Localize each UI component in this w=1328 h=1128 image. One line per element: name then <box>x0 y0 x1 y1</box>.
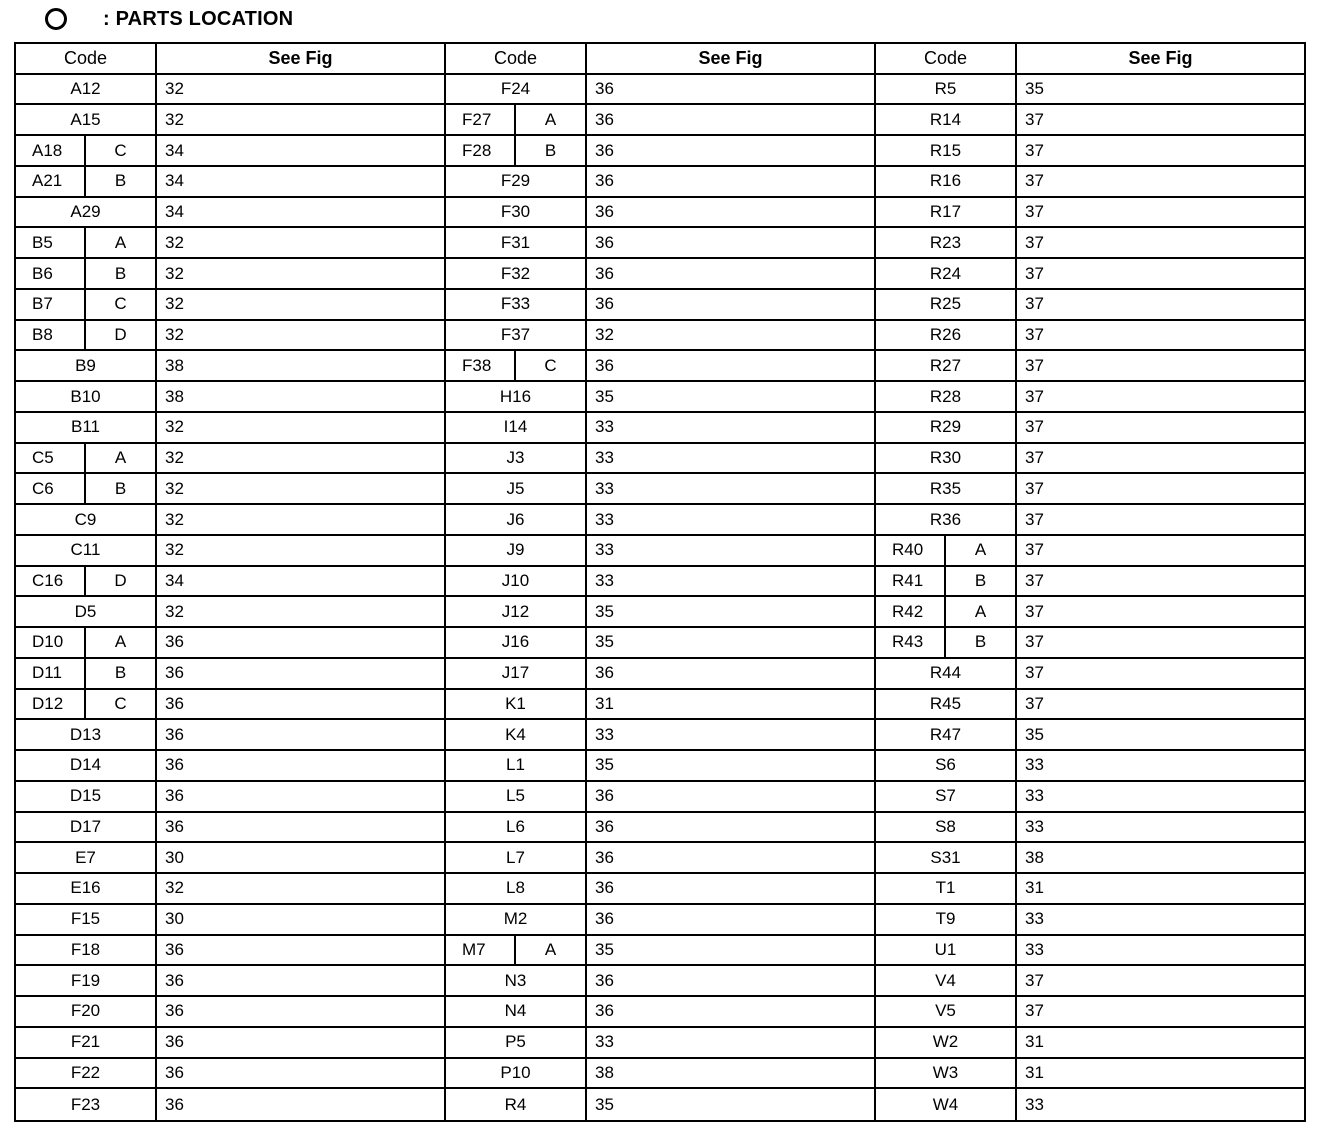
part-code: K4 <box>446 720 587 751</box>
part-variant: B <box>974 570 987 590</box>
see-fig-value: 36 <box>587 167 876 198</box>
see-fig-value: 37 <box>1017 198 1304 229</box>
part-code-cell <box>16 690 157 721</box>
part-variant: A <box>974 540 987 560</box>
part-code: R25 <box>876 290 1017 321</box>
see-fig-value: 37 <box>1017 351 1304 382</box>
see-fig-value: 37 <box>1017 382 1304 413</box>
part-code: F38 <box>446 351 516 380</box>
see-fig-value: 35 <box>587 751 876 782</box>
part-code: F18 <box>16 936 157 967</box>
part-code-cell <box>446 351 587 382</box>
part-code-cell <box>16 321 157 352</box>
see-fig-value: 36 <box>157 997 446 1028</box>
part-code: C16 <box>16 567 86 596</box>
part-code: W3 <box>876 1059 1017 1090</box>
parts-location-table <box>14 42 1306 1122</box>
part-code: R41 <box>876 567 946 596</box>
part-code: B7 <box>16 290 86 319</box>
part-variant: A <box>544 109 557 129</box>
part-code: F21 <box>16 1028 157 1059</box>
see-fig-value: 36 <box>587 905 876 936</box>
part-code: I14 <box>446 413 587 444</box>
part-code: V4 <box>876 966 1017 997</box>
see-fig-header: See Fig <box>1017 44 1304 75</box>
part-code: F31 <box>446 228 587 259</box>
see-fig-value: 37 <box>1017 628 1304 659</box>
see-fig-value: 36 <box>587 198 876 229</box>
part-variant: D <box>114 325 127 345</box>
see-fig-value: 33 <box>587 413 876 444</box>
part-code: C5 <box>16 444 86 473</box>
part-code: D14 <box>16 751 157 782</box>
part-variant: B <box>114 171 127 191</box>
see-fig-value: 37 <box>1017 536 1304 567</box>
see-fig-value: 36 <box>157 1028 446 1059</box>
part-code: R17 <box>876 198 1017 229</box>
see-fig-value: 36 <box>587 966 876 997</box>
part-variant: C <box>114 693 127 713</box>
part-code: R43 <box>876 628 946 657</box>
part-code: D5 <box>16 597 157 628</box>
part-code-cell <box>16 290 157 321</box>
see-fig-value: 33 <box>587 474 876 505</box>
part-code: F19 <box>16 966 157 997</box>
part-code: F28 <box>446 136 516 165</box>
see-fig-value: 37 <box>1017 474 1304 505</box>
part-code-cell <box>16 567 157 598</box>
see-fig-value: 37 <box>1017 228 1304 259</box>
part-code: F23 <box>16 1089 157 1120</box>
see-fig-value: 35 <box>587 1089 876 1120</box>
part-code: J17 <box>446 659 587 690</box>
see-fig-value: 36 <box>157 936 446 967</box>
see-fig-value: 38 <box>1017 843 1304 874</box>
see-fig-value: 33 <box>1017 751 1304 782</box>
circle-icon <box>45 8 67 30</box>
see-fig-value: 36 <box>157 751 446 782</box>
see-fig-value: 35 <box>1017 720 1304 751</box>
part-code-cell <box>876 628 1017 659</box>
part-variant: A <box>544 939 557 959</box>
part-code: U1 <box>876 936 1017 967</box>
see-fig-value: 38 <box>157 382 446 413</box>
see-fig-value: 37 <box>1017 597 1304 628</box>
part-code: S6 <box>876 751 1017 782</box>
part-code: H16 <box>446 382 587 413</box>
see-fig-value: 34 <box>157 567 446 598</box>
part-code: R45 <box>876 690 1017 721</box>
page-title <box>45 4 293 34</box>
part-code: F30 <box>446 198 587 229</box>
see-fig-value: 32 <box>157 321 446 352</box>
see-fig-value: 32 <box>157 228 446 259</box>
see-fig-value: 36 <box>157 1059 446 1090</box>
part-code: J10 <box>446 567 587 598</box>
part-code: J16 <box>446 628 587 659</box>
see-fig-value: 35 <box>587 628 876 659</box>
part-code: W2 <box>876 1028 1017 1059</box>
part-code: A29 <box>16 198 157 229</box>
see-fig-value: 36 <box>587 136 876 167</box>
see-fig-value: 37 <box>1017 567 1304 598</box>
part-variant: B <box>114 663 127 683</box>
part-variant: B <box>114 263 127 283</box>
part-variant: B <box>974 632 987 652</box>
see-fig-value: 35 <box>587 936 876 967</box>
part-variant: C <box>544 355 557 375</box>
see-fig-value: 33 <box>587 505 876 536</box>
see-fig-value: 37 <box>1017 167 1304 198</box>
part-code: R5 <box>876 75 1017 106</box>
part-code: D10 <box>16 628 86 657</box>
see-fig-value: 37 <box>1017 659 1304 690</box>
part-code-cell <box>16 228 157 259</box>
part-variant: C <box>114 294 127 314</box>
part-code: D11 <box>16 659 86 688</box>
see-fig-value: 30 <box>157 905 446 936</box>
part-code-cell <box>16 136 157 167</box>
part-code: C6 <box>16 474 86 503</box>
part-code: R36 <box>876 505 1017 536</box>
see-fig-value: 30 <box>157 843 446 874</box>
see-fig-value: 36 <box>587 997 876 1028</box>
part-code: R30 <box>876 444 1017 475</box>
part-code: C11 <box>16 536 157 567</box>
code-header: Code <box>446 44 587 75</box>
see-fig-value: 32 <box>157 505 446 536</box>
see-fig-value: 33 <box>1017 905 1304 936</box>
part-code: R14 <box>876 105 1017 136</box>
part-code: E7 <box>16 843 157 874</box>
see-fig-value: 37 <box>1017 136 1304 167</box>
part-code: V5 <box>876 997 1017 1028</box>
see-fig-value: 33 <box>587 720 876 751</box>
part-code: T1 <box>876 874 1017 905</box>
see-fig-value: 33 <box>1017 936 1304 967</box>
part-variant: A <box>974 601 987 621</box>
part-code: R23 <box>876 228 1017 259</box>
see-fig-value: 36 <box>587 259 876 290</box>
part-code: J5 <box>446 474 587 505</box>
part-code: M2 <box>446 905 587 936</box>
see-fig-value: 36 <box>587 874 876 905</box>
part-code: L1 <box>446 751 587 782</box>
see-fig-value: 36 <box>587 75 876 106</box>
part-code: D15 <box>16 782 157 813</box>
title-text: : PARTS LOCATION <box>103 7 294 30</box>
see-fig-value: 37 <box>1017 413 1304 444</box>
see-fig-value: 36 <box>157 813 446 844</box>
part-code: D13 <box>16 720 157 751</box>
part-code: F32 <box>446 259 587 290</box>
part-code: R40 <box>876 536 946 565</box>
part-code: K1 <box>446 690 587 721</box>
see-fig-value: 37 <box>1017 105 1304 136</box>
see-fig-value: 37 <box>1017 259 1304 290</box>
part-code-cell <box>446 105 587 136</box>
part-code: B6 <box>16 259 86 288</box>
see-fig-value: 32 <box>157 474 446 505</box>
part-variant: B <box>544 140 557 160</box>
see-fig-value: 33 <box>1025 1094 1044 1114</box>
see-fig-value: 38 <box>157 351 446 382</box>
see-fig-value: 36 <box>587 105 876 136</box>
see-fig-value: 32 <box>157 536 446 567</box>
part-code-cell <box>16 167 157 198</box>
see-fig-value: 37 <box>1017 444 1304 475</box>
part-code-cell <box>16 474 157 505</box>
part-variant: A <box>114 448 127 468</box>
see-fig-value: 31 <box>1017 1028 1304 1059</box>
see-fig-value: 36 <box>587 351 876 382</box>
part-code: F37 <box>446 321 587 352</box>
part-code: B8 <box>16 321 86 350</box>
part-code: S8 <box>876 813 1017 844</box>
part-variant: D <box>114 570 127 590</box>
part-code: A12 <box>16 75 157 106</box>
see-fig-value: 36 <box>587 782 876 813</box>
part-code-cell <box>16 659 157 690</box>
part-code-cell <box>446 936 587 967</box>
part-code: L7 <box>446 843 587 874</box>
see-fig-value: 37 <box>1017 690 1304 721</box>
part-code: F33 <box>446 290 587 321</box>
see-fig-header: See Fig <box>587 44 876 75</box>
see-fig-value: 32 <box>157 105 446 136</box>
part-code: P5 <box>446 1028 587 1059</box>
part-variant: C <box>114 140 127 160</box>
part-code: R26 <box>876 321 1017 352</box>
part-code: R42 <box>876 597 946 626</box>
see-fig-value: 36 <box>157 659 446 690</box>
see-fig-value: 37 <box>1017 966 1304 997</box>
part-code: F24 <box>446 75 587 106</box>
part-code: N3 <box>446 966 587 997</box>
see-fig-value: 38 <box>587 1059 876 1090</box>
see-fig-value: 33 <box>1017 782 1304 813</box>
part-code: M7 <box>446 936 516 965</box>
part-code-cell <box>16 444 157 475</box>
part-code: B9 <box>16 351 157 382</box>
part-code: B10 <box>16 382 157 413</box>
see-fig-value: 32 <box>587 321 876 352</box>
see-fig-value: 34 <box>157 136 446 167</box>
part-code: F20 <box>16 997 157 1028</box>
part-code: J6 <box>446 505 587 536</box>
see-fig-value: 36 <box>587 843 876 874</box>
part-code: F15 <box>16 905 157 936</box>
part-code: L8 <box>446 874 587 905</box>
part-code: J9 <box>446 536 587 567</box>
see-fig-value: 32 <box>157 444 446 475</box>
see-fig-value: 36 <box>587 659 876 690</box>
part-code: F22 <box>16 1059 157 1090</box>
part-code: A18 <box>16 136 86 165</box>
part-code: C9 <box>16 505 157 536</box>
see-fig-value: 31 <box>1017 1059 1304 1090</box>
part-code: S7 <box>876 782 1017 813</box>
see-fig-value: 33 <box>587 1028 876 1059</box>
see-fig-value: 33 <box>587 536 876 567</box>
part-code: A15 <box>16 105 157 136</box>
part-code: R4 <box>446 1089 587 1120</box>
see-fig-value: 32 <box>157 874 446 905</box>
see-fig-value: 36 <box>157 782 446 813</box>
part-code: R29 <box>876 413 1017 444</box>
code-header: Code <box>876 44 1017 75</box>
part-code: D12 <box>16 690 86 719</box>
part-code: R35 <box>876 474 1017 505</box>
part-variant: B <box>114 478 127 498</box>
part-code: R15 <box>876 136 1017 167</box>
part-variant: A <box>114 232 127 252</box>
see-fig-value: 35 <box>1017 75 1304 106</box>
part-code: R16 <box>876 167 1017 198</box>
part-code: L5 <box>446 782 587 813</box>
see-fig-value: 31 <box>587 690 876 721</box>
part-code: J3 <box>446 444 587 475</box>
see-fig-value: 33 <box>1017 813 1304 844</box>
see-fig-value: 37 <box>1017 321 1304 352</box>
part-code: R44 <box>876 659 1017 690</box>
part-code-cell <box>876 597 1017 628</box>
part-code-cell <box>446 136 587 167</box>
see-fig-value: 36 <box>157 966 446 997</box>
part-code-cell <box>16 628 157 659</box>
see-fig-value: 32 <box>157 597 446 628</box>
see-fig-value: 34 <box>157 198 446 229</box>
see-fig-value: 36 <box>587 228 876 259</box>
part-code-cell <box>876 567 1017 598</box>
part-code: R47 <box>876 720 1017 751</box>
see-fig-value: 37 <box>1017 997 1304 1028</box>
part-code: S31 <box>876 843 1017 874</box>
code-header: Code <box>16 44 157 75</box>
see-fig-value: 36 <box>157 1089 446 1120</box>
part-code: R28 <box>876 382 1017 413</box>
see-fig-value: 36 <box>157 720 446 751</box>
see-fig-header: See Fig <box>157 44 446 75</box>
part-code: B5 <box>16 228 86 257</box>
see-fig-value: 35 <box>587 382 876 413</box>
part-code: R24 <box>876 259 1017 290</box>
see-fig-value: 37 <box>1017 505 1304 536</box>
part-code-cell <box>16 259 157 290</box>
part-code: P10 <box>446 1059 587 1090</box>
part-variant: A <box>114 632 127 652</box>
see-fig-value: 33 <box>587 567 876 598</box>
part-code-cell <box>876 536 1017 567</box>
part-code: T9 <box>876 905 1017 936</box>
see-fig-value: 33 <box>587 444 876 475</box>
see-fig-value: 35 <box>587 597 876 628</box>
part-code: L6 <box>446 813 587 844</box>
see-fig-value: 32 <box>157 290 446 321</box>
part-code: R27 <box>876 351 1017 382</box>
see-fig-value: 32 <box>157 75 446 106</box>
see-fig-value: 36 <box>587 290 876 321</box>
see-fig-value: 36 <box>157 628 446 659</box>
part-code: F27 <box>446 105 516 134</box>
see-fig-value: 34 <box>157 167 446 198</box>
see-fig-value: 36 <box>587 813 876 844</box>
part-code: F29 <box>446 167 587 198</box>
see-fig-value: 31 <box>1017 874 1304 905</box>
see-fig-value: 32 <box>157 413 446 444</box>
part-code: J12 <box>446 597 587 628</box>
see-fig-value: 32 <box>157 259 446 290</box>
part-code: W4 <box>876 1089 1017 1120</box>
part-code: N4 <box>446 997 587 1028</box>
part-code: E16 <box>16 874 157 905</box>
see-fig-value: 36 <box>157 690 446 721</box>
part-code: A21 <box>16 167 86 196</box>
see-fig-value: 37 <box>1017 290 1304 321</box>
part-code: B11 <box>16 413 157 444</box>
part-code: D17 <box>16 813 157 844</box>
